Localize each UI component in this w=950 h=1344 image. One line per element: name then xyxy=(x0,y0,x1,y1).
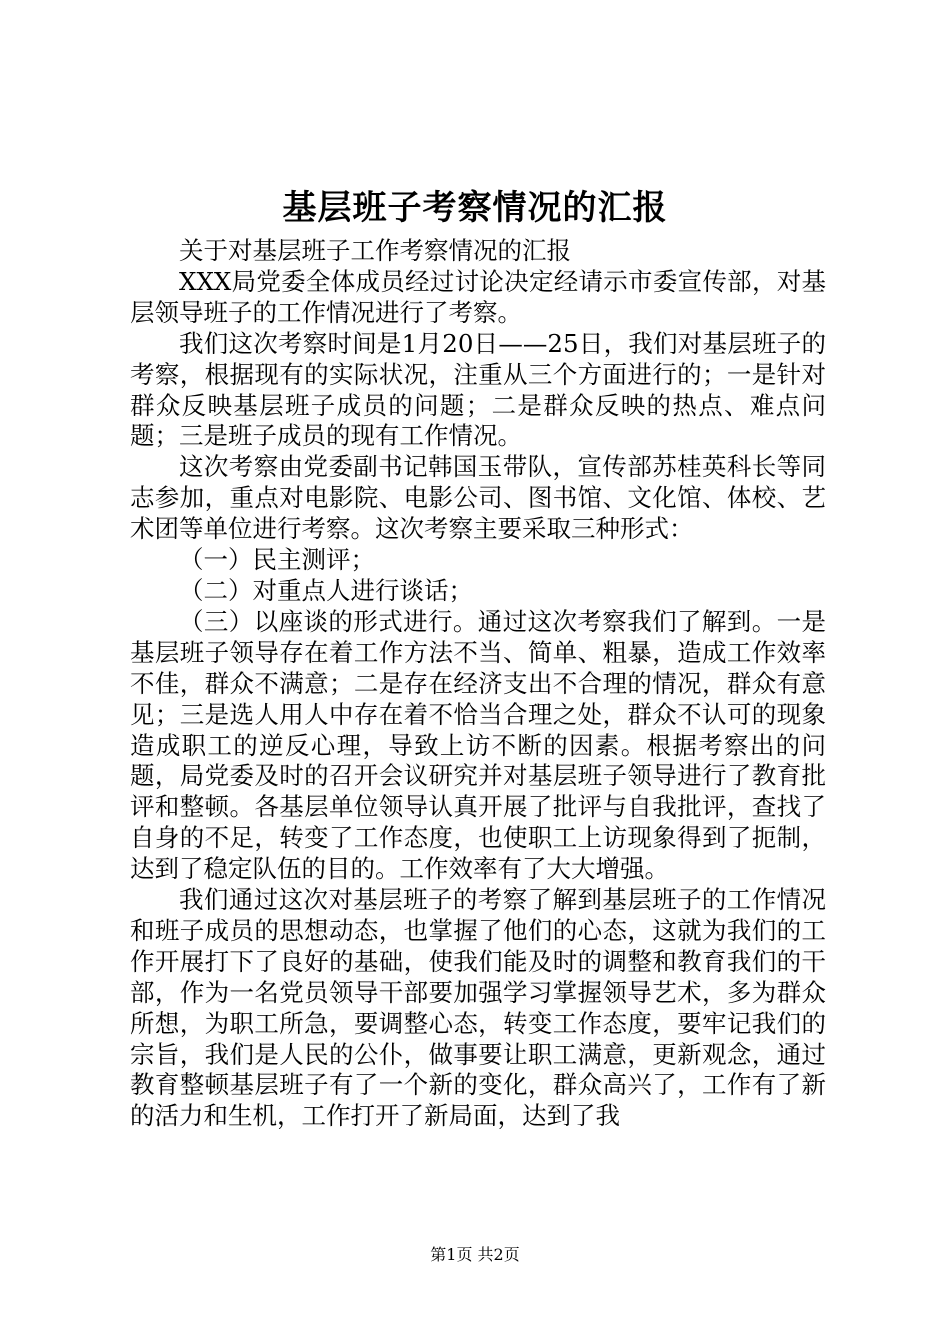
paragraph: 我们通过这次对基层班子的考察了解到基层班子的工作情况和班子成员的思想动态，也掌握了他们的心态，这就为我们的工作开展打下了良好的基础，使我们能及时的调整和教育我们的干部，作为一名党员领导干部要加强学习掌握领导艺术，多为群众所想，为职工所急，要调整心态，转变工作态度，要牢记我们的宗旨，我们是人民的公仆，做事要让职工满意，更新观念，通过教育整顿基层班子有了一个新的变化，群众高兴了，工作有了新的活力和生机，工作打开了新局面，达到了我 xyxy=(130,885,826,1131)
document-body xyxy=(130,236,826,1132)
paragraph: 这次考察由党委副书记韩国玉带队，宣传部苏桂英科长等同志参加，重点对电影院、电影公司、图书馆、文化馆、体校、艺术团等单位进行考察。这次考察主要采取三种形式： xyxy=(130,452,826,544)
list-item: （二）对重点人进行谈话； xyxy=(179,575,473,605)
paragraph-subheading: 关于对基层班子工作考察情况的汇报 xyxy=(179,236,571,265)
page-footer: 第1页 共2页 xyxy=(430,1245,520,1264)
list-item: （一）民主测评； xyxy=(179,545,375,575)
document-title: 基层班子考察情况的汇报 xyxy=(282,188,668,228)
paragraph: 我们这次考察时间是1月20日——25日，我们对基层班子的考察，根据现有的实际状况，注重从三个方面进行的；一是针对群众反映基层班子成员的问题；二是群众反映的热点、难点问题；三是班子成员的现有工作情况。 xyxy=(130,328,826,451)
paragraph: XXX局党委全体成员经过讨论决定经请示市委宣传部，对基层领导班子的工作情况进行了考察。 xyxy=(130,266,826,327)
paragraph: （三）以座谈的形式进行。通过这次考察我们了解到。一是基层班子领导存在着工作方法不当、简单、粗暴，造成工作效率不佳，群众不满意；二是存在经济支出不合理的情况，群众有意见；三是选人用人中存在着不恰当合理之处，群众不认可的现象造成职工的逆反心理，导致上访不断的因素。根据考察出的问题，局党委及时的召开会议研究并对基层班子领导进行了教育批评和整顿。各基层单位领导认真开展了批评与自我批评，查找了自身的不足，转变了工作态度，也使职工上访现象得到了扼制，达到了稳定队伍的目的。工作效率有了大大增强。 xyxy=(130,606,826,884)
